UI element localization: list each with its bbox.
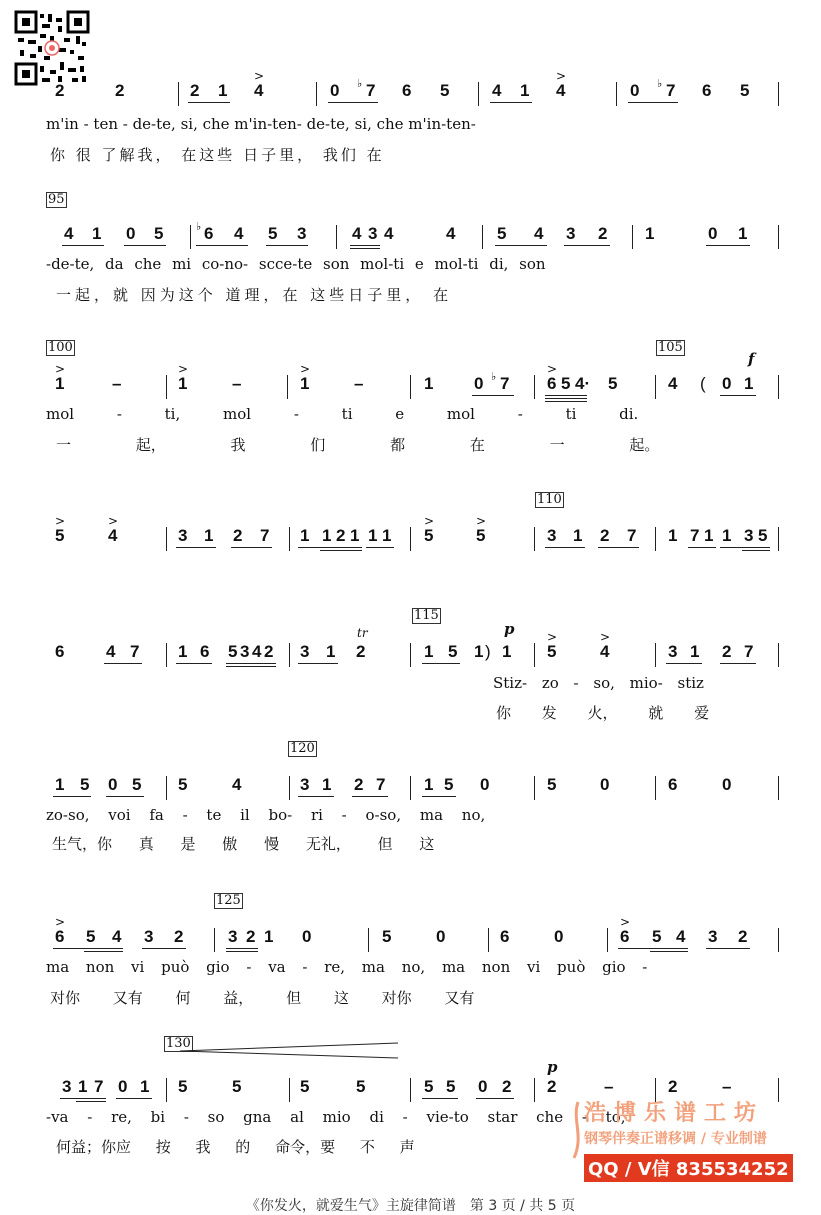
barline [778,82,779,106]
barline [778,225,779,249]
lyrics-italian-3: mol - ti, mol - ti e mol - ti di. [46,405,639,423]
barline [316,82,317,106]
barline [616,82,617,106]
barline [482,225,483,249]
crescendo-hairpin [180,1040,400,1060]
lyrics-chinese-5: 你 发 火， 就 爱 [496,704,710,722]
barline [190,225,191,249]
note: 2 [55,81,65,100]
barline [178,82,179,106]
watermark-contact: QQ / V信 835534252 [584,1154,793,1182]
watermark-title: 浩博乐谱工坊 [584,1101,765,1126]
watermark [570,1094,815,1184]
dynamic-mark: f [748,350,755,368]
measure-number: 115 [414,608,439,623]
measure-number: 120 [290,741,315,756]
lyrics-chinese-1: 你 很 了解我， 在这些 日子里， 我们 在 [50,146,385,164]
lyrics-italian-8: -va - re, bi - so gna al mio di - vie-to star che - to, [46,1108,626,1126]
measure-number: 110 [537,492,562,507]
measure-number: 125 [216,893,241,908]
lyrics-italian-7: ma non vi può gio - va - re, ma no, ma non vi può gio - [46,958,648,976]
barline [478,82,479,106]
lyrics-chinese-7: 对你 又有 何 益， 但 这 对你 又有 [50,989,475,1007]
dynamic-mark: p [504,620,515,638]
dynamic-mark: p [547,1058,558,1076]
lyrics-italian-6: zo-so, voi fa - te il bo- ri - o-so, ma no, [46,806,486,824]
lyrics-chinese-2: 一起，就 因为这个 道理，在 这些日子里， 在 [56,286,453,304]
lyrics-italian-2: -de-te, da che mi co-no- scce-te son mol-ti e mol-ti di, son [46,255,546,273]
barline [336,225,337,249]
page-footer: 《你发火，就爱生气》主旋律简谱 第 3 页 / 共 5 页 [245,1198,576,1214]
lyrics-italian-5: Stiz- zo - so, mio- stiz [493,674,704,692]
qr-code [14,10,90,86]
barline [632,225,633,249]
measure-number: 105 [658,340,683,355]
watermark-subtitle: 钢琴伴奏正谱移调 / 专业制谱 [584,1131,767,1147]
lyrics-italian-1: m'in - ten - de-te, si, che m'in-ten- de-te, si, che m'in-ten- [46,115,476,133]
measure-number: 100 [48,340,73,355]
measure-number: 95 [48,192,65,207]
note: 2 [115,81,125,100]
trill-mark: tr [357,626,368,640]
lyrics-chinese-6: 生气，你 真 是 傲 慢 无礼， 但 这 [52,835,435,853]
lyrics-chinese-3: 一 起， 我 们 都 在 一 起。 [56,436,660,454]
measure-number: 130 [166,1036,191,1051]
lyrics-chinese-8: 何益；你应 按 我 的 命令，要 不 声 [56,1138,415,1156]
